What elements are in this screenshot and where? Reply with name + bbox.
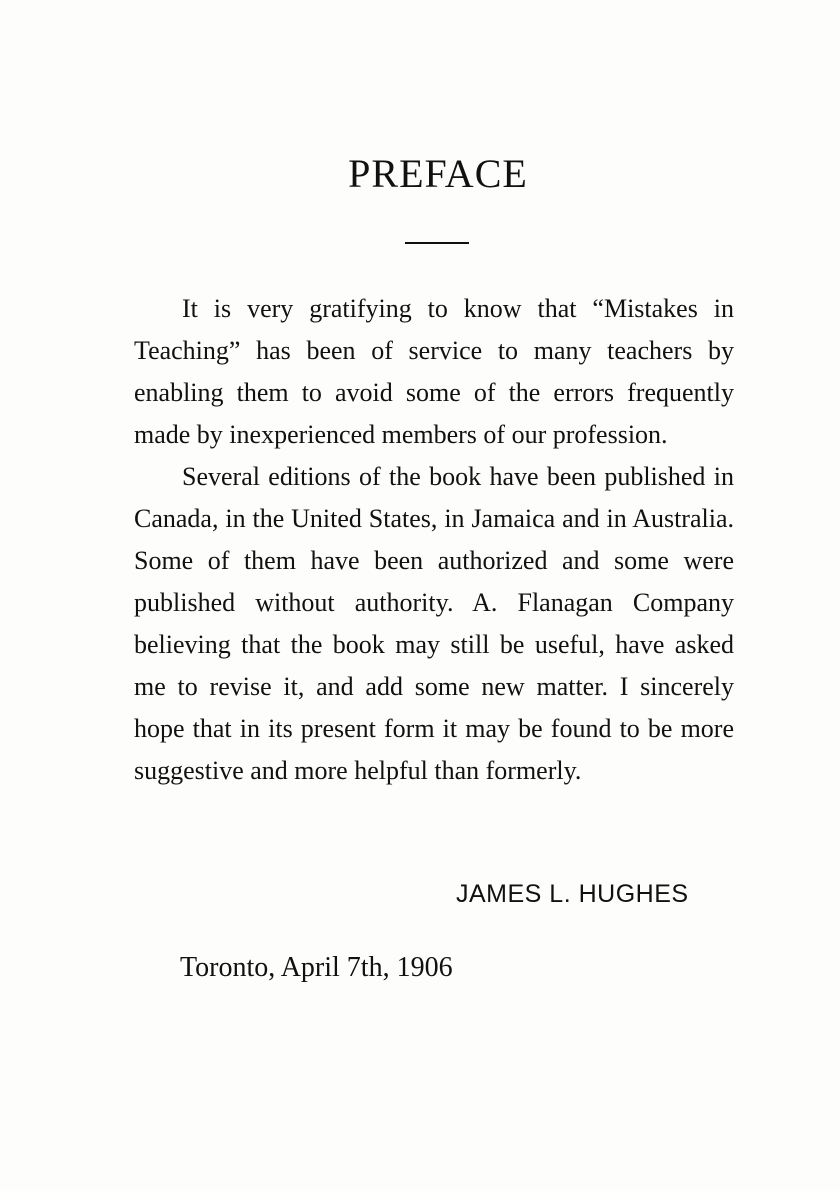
dateline: Toronto, April 7th, 1906 (180, 952, 453, 983)
preface-body (134, 288, 734, 792)
paragraph-1: It is very gratifying to know that “Mistakes in Teaching” has been of service to many teachers by enabling them to avoid some of the errors frequently made by inexperienced members of our profession. (134, 294, 734, 449)
paragraph-2: Several editions of the book have been published in Canada, in the United States, in Jamaica and in Australia. Some of them have been authorized and some were published without authority. A. Flanagan Company believing that the book may still be useful, have asked me to revise it, and add some new matter. I sincerely hope that in its present form it may be found to be more suggestive and more helpful than formerly. (134, 462, 734, 785)
author-signature: JAMES L. HUGHES (456, 880, 689, 908)
page-title: PREFACE (348, 151, 528, 196)
title-divider (405, 242, 469, 244)
